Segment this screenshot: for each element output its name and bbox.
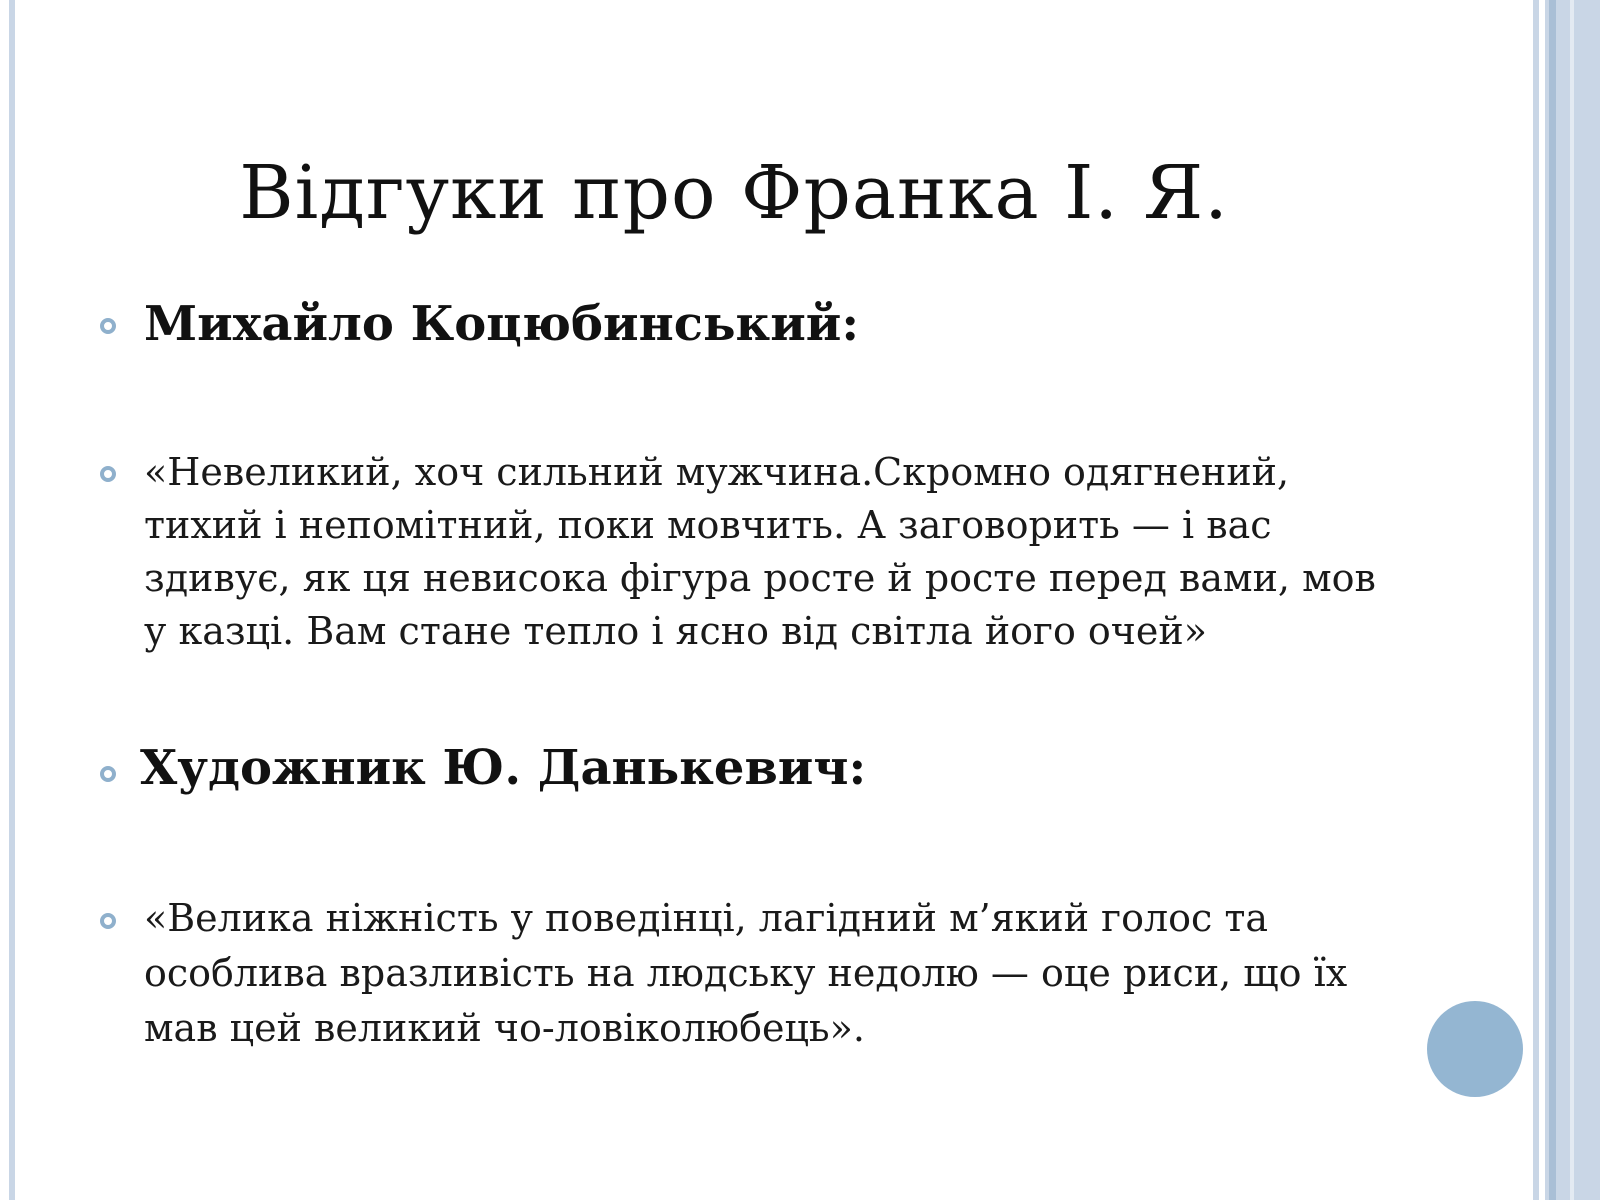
bullet-icon [100,766,116,782]
slide-title: Відгуки про Франка І. Я. [239,150,1229,236]
quote-text: «Велика ніжність у поведінці, лагідний м’який голос та особлива вразливість на людську недолю — оце риси, що їх мав цей великий чо-ловіколюбець». [144,896,1348,1050]
quote-text: «Невеликий, хоч сильний мужчина.Скромно одягнений, тихий і непомітний, поки мовчить. А заговорить — і вас здивує, як ця невисока фігура росте й росте перед вами, мов у казці. Вам стане тепло і ясно від світла його очей» [144,450,1376,653]
decorative-circle [1427,1001,1523,1097]
right-stripe-decoration [1574,0,1600,1200]
right-stripe-decoration [1533,0,1539,1200]
right-stripe-decoration [1549,0,1556,1200]
right-stripe-decoration [1556,0,1570,1200]
bullet-icon [100,466,116,482]
bullet-icon [100,913,116,929]
section-heading: Художник Ю. Данькевич: [140,740,867,796]
bullet-icon [100,318,116,334]
section-heading: Михайло Коцюбинський: [144,296,860,352]
